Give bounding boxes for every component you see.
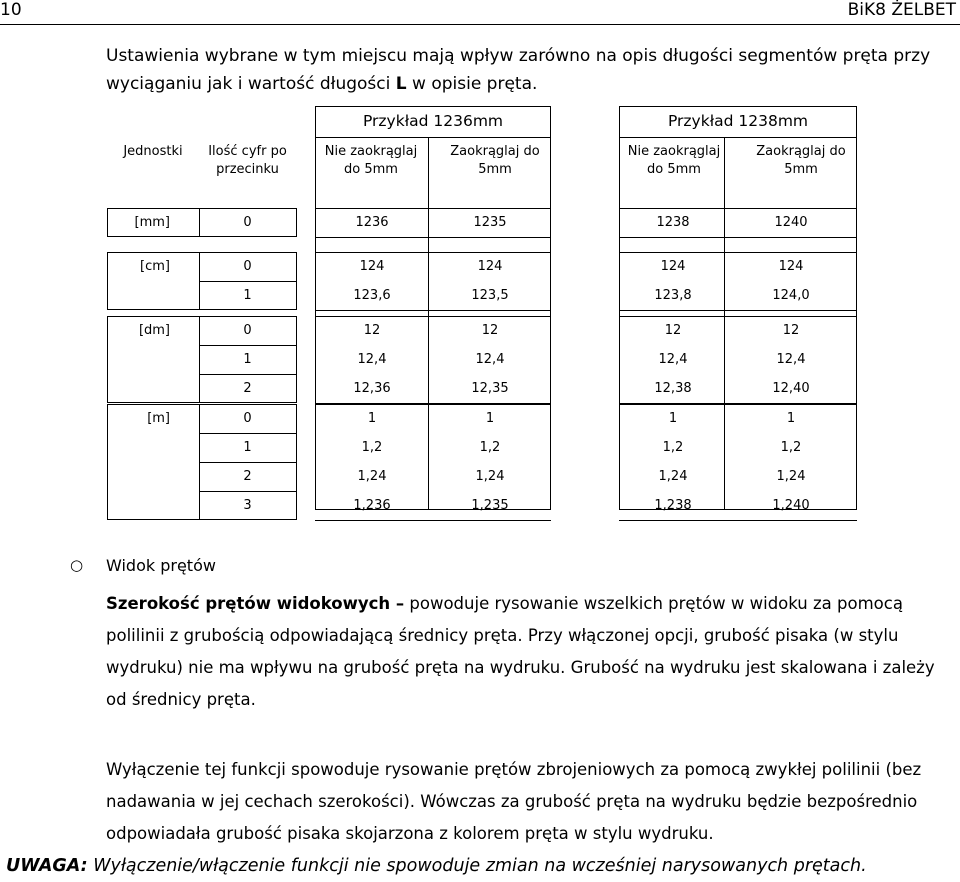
intro-bold-L: L <box>395 74 407 94</box>
table-cell: 1,238 <box>654 498 692 513</box>
row-divider <box>199 433 297 434</box>
table-cell: 1,2 <box>361 440 383 455</box>
paragraph-disable: Wyłączenie tej funkcji spowoduje rysowanie prętów zbrojeniowych za pomocą zwykłej polilinii (bez nadawania w jej cechach szerokości). Wówczas za grubość pręta na wydruku będzie bezpośrednio odpowiadała grubość pisaka skojarzona z kolorem pręta w stylu wydruku. <box>106 760 922 843</box>
header-g1-no-round: Nie zaokrąglaj do 5mm <box>324 144 418 177</box>
table-cell: 1 <box>367 411 377 426</box>
paragraph-width-term: Szerokość prętów widokowych – <box>106 594 405 613</box>
block-top-line <box>619 316 857 317</box>
row-divider <box>199 462 297 463</box>
row-divider <box>199 491 297 492</box>
block-bottom-line <box>619 237 857 238</box>
block-top-line <box>315 316 551 317</box>
unit-label: [cm] <box>140 259 170 274</box>
table-cell: 1 <box>243 440 252 455</box>
warning-label: UWAGA: <box>6 856 88 876</box>
table-cell: 1235 <box>473 215 507 230</box>
table-cell: 1,236 <box>353 498 391 513</box>
document-title: BiK8 ŻELBET <box>847 0 956 20</box>
header-g2-round: Zaokrąglaj do 5mm <box>756 144 846 177</box>
table-cell: 1 <box>668 411 678 426</box>
unit-label: [dm] <box>138 323 170 338</box>
block-bottom-line <box>619 310 857 311</box>
table-cell: 12 <box>664 323 682 338</box>
table-cell: 1,2 <box>479 440 501 455</box>
table-cell: 1,24 <box>776 469 806 484</box>
block-top-line <box>619 208 857 209</box>
row-divider <box>199 281 297 282</box>
table-cell: 12 <box>363 323 381 338</box>
intro-text-2: w opisie pręta. <box>406 74 538 94</box>
table-cell: 0 <box>243 259 252 274</box>
table-cell: 12,35 <box>471 381 509 396</box>
table-cell: 12,4 <box>475 352 505 367</box>
table-cell: 1,2 <box>780 440 802 455</box>
warning-note <box>6 856 867 876</box>
header-digits: Ilość cyfr po przecinku <box>208 144 287 177</box>
intro-text-1: Ustawienia wybrane w tym miejscu mają wpływ zarówno na opis długości segmentów pręta przy wyciąganiu jak i wartość długości <box>106 46 931 94</box>
table-cell: 124 <box>778 259 804 274</box>
group2-title: Przykład 1238mm <box>667 112 809 130</box>
table-cell: 1,235 <box>471 498 509 513</box>
group1-title: Przykład 1236mm <box>362 112 504 130</box>
block-top-line <box>315 252 551 253</box>
block-top-line <box>315 404 551 405</box>
header-g1-round: Zaokrąglaj do 5mm <box>450 144 540 177</box>
table-cell: 1,24 <box>658 469 688 484</box>
bullet-icon: ○ <box>70 556 84 574</box>
section-title: Widok prętów <box>106 556 216 575</box>
block-bottom-line <box>619 520 857 521</box>
table-cell: 123,5 <box>471 288 509 303</box>
table-cell: 123,6 <box>353 288 391 303</box>
table-cell: 1,2 <box>662 440 684 455</box>
group2-title-line <box>619 137 857 138</box>
group1-divider <box>428 138 429 510</box>
table-cell: 12,38 <box>654 381 692 396</box>
table-cell: 0 <box>243 215 252 230</box>
table-cell: 1,24 <box>475 469 505 484</box>
table-cell: 12,4 <box>658 352 688 367</box>
row-divider <box>199 374 297 375</box>
table-cell: 3 <box>243 498 252 513</box>
group2-divider <box>724 138 725 510</box>
table-cell: 1,24 <box>357 469 387 484</box>
block-bottom-line <box>315 310 551 311</box>
paragraph-width <box>106 588 946 716</box>
table-cell: 1 <box>485 411 495 426</box>
block-top-line <box>619 404 857 405</box>
table-cell: 1,240 <box>772 498 810 513</box>
table-cell: 124,0 <box>772 288 810 303</box>
block-top-line <box>315 208 551 209</box>
table-cell: 1238 <box>656 215 690 230</box>
table-cell: 1236 <box>355 215 389 230</box>
paragraph-width-text: powoduje rysowanie wszelkich prętów w widoku za pomocą polilinii z grubością odpowiadającą średnicy pręta. Przy włączonej opcji, grubość pisaka (w stylu wydruku) nie ma wpływu na grubość pręta na wydruku. Grubość na wydruku jest skalowana i zależy od średnicy pręta. <box>106 594 935 709</box>
unit-label: [mm] <box>134 215 170 230</box>
block-bottom-line <box>315 520 551 521</box>
table-cell: 12,4 <box>357 352 387 367</box>
warning-text: Wyłączenie/włączenie funkcji nie spowoduje zmian na wcześniej narysowanych prętach. <box>87 856 867 876</box>
table-cell: 1 <box>786 411 796 426</box>
table-cell: 1 <box>243 352 252 367</box>
page-number: 10 <box>0 0 22 20</box>
header-units: Jednostki <box>123 144 183 159</box>
table-cell: 0 <box>243 411 252 426</box>
table-cell: 124 <box>359 259 385 274</box>
table-cell: 123,8 <box>654 288 692 303</box>
table-cell: 0 <box>243 323 252 338</box>
table-cell: 12,36 <box>353 381 391 396</box>
table-cell: 12,40 <box>772 381 810 396</box>
group1-title-line <box>315 137 551 138</box>
table-cell: 2 <box>243 381 252 396</box>
table-cell: 124 <box>477 259 503 274</box>
table-cell: 1240 <box>774 215 808 230</box>
table-cell: 12 <box>481 323 499 338</box>
row-divider <box>199 345 297 346</box>
unit-label: [m] <box>147 411 170 426</box>
table-cell: 1 <box>243 288 252 303</box>
table-cell: 12,4 <box>776 352 806 367</box>
table-cell: 12 <box>782 323 800 338</box>
block-bottom-line <box>315 237 551 238</box>
header-g2-no-round: Nie zaokrąglaj do 5mm <box>627 144 721 177</box>
table-cell: 124 <box>660 259 686 274</box>
table-cell: 2 <box>243 469 252 484</box>
block-top-line <box>619 252 857 253</box>
